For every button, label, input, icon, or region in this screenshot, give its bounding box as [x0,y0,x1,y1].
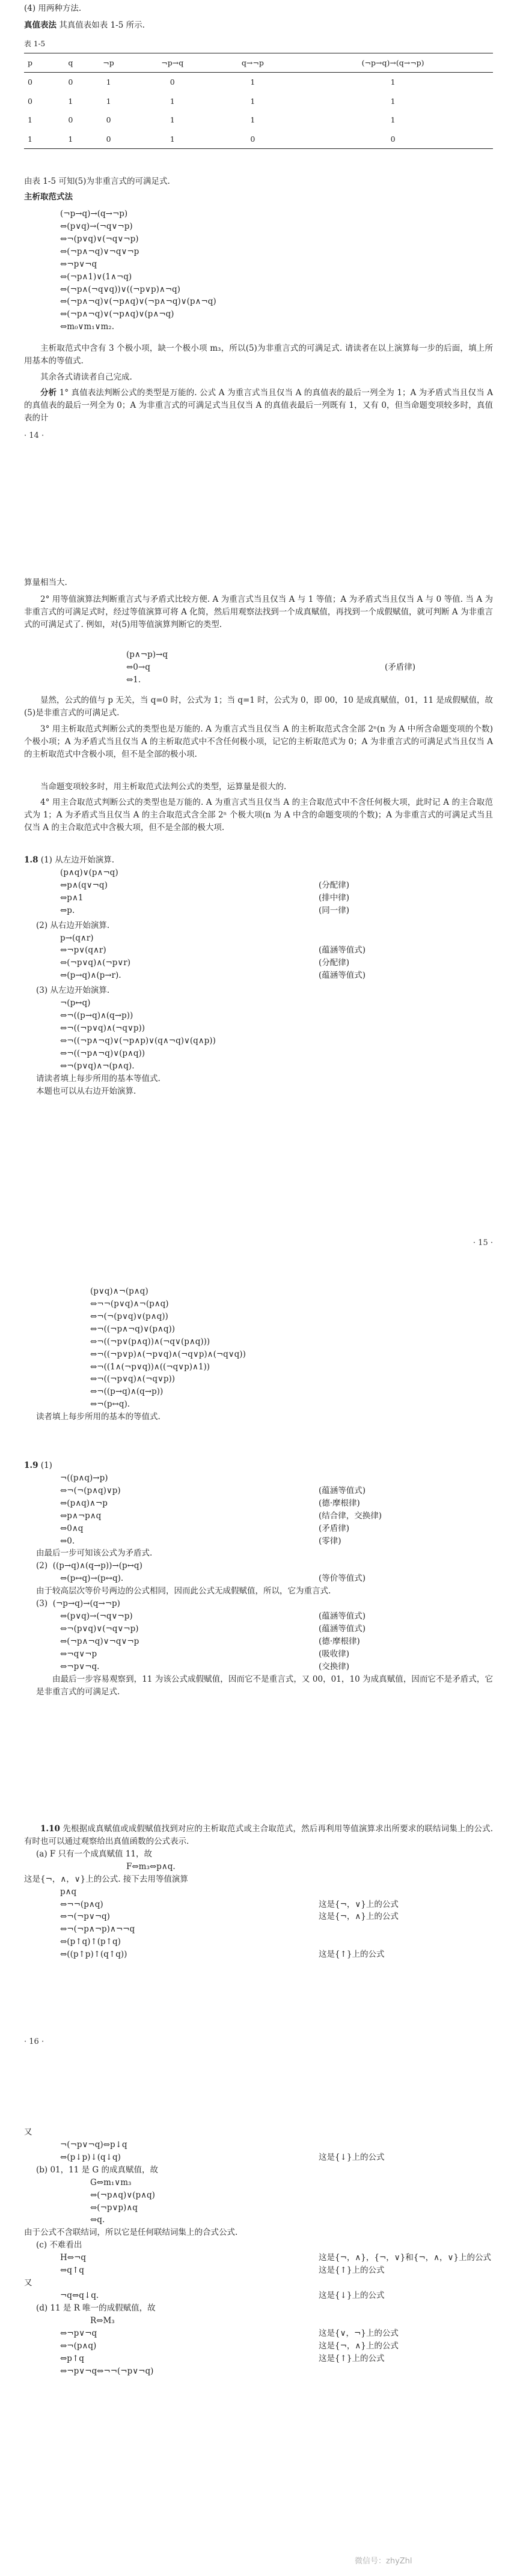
table-cell: 0 [390,134,396,144]
derivation-line: ⇔(¬p∧¬q)∨(¬p∧q)∨(p∧¬q) [60,309,174,320]
derivation-line: ⇔(p∨q)→(¬q∨¬p) [60,1611,133,1622]
derivation-line: ⇔(¬p∨p)∧q [90,2202,138,2213]
derivation-line [36,1598,295,1610]
derivation-line: ¬((p∧q)→p) [60,1473,108,1483]
table-cell: 1 [390,115,396,125]
derivation-row [24,1648,493,1661]
derivation-line: ⇔¬(¬p∧¬p)∧¬¬q [60,1924,135,1935]
watermark: 微信号：zhyZhl [355,2557,412,2566]
derivation-line: ⇔¬((¬p∨(p∧q))∧(¬q∨(p∧q))) [90,1336,210,1347]
truth-table-wrap [24,53,493,149]
derivation-line: G⇔m₁∨m₃ [90,2177,132,2187]
derivation-row [24,1523,493,1535]
method-title: 真值表法 [24,20,57,30]
derivation-line: ⇔¬((1∧(¬p∨q))∧((¬q∨p)∧1)) [90,1362,210,1372]
law-note: (排中律) [319,893,350,903]
analysis-label: 分析 [40,388,57,398]
law-note: (分配律) [319,880,350,890]
exercise-part: (2) 从右边开始演算. [36,920,110,930]
derivation-row [24,1497,493,1510]
table-cell: 0 [250,134,255,144]
table-cell: 0 [68,115,73,125]
exercise-text: 先根据成真赋值或成假赋值找到对应的主析取范式或主合取范式，然后再利用等值演算求出所要求的联结词集上的公式. 有时也可以通过观察给出真值函数的公式表示. [24,1824,494,1846]
paragraph: 2° 用等值演算法判断重言式与矛盾式比较方便. A 为重言式当且仅当 A 与 1 等值；A 为矛盾式当且仅当 A 与 0 等值. 当 A 为非重言式的可满足式时，经过等值演算可将 A 化简，然后用观察法找到一个成真赋值，再找到一个成假赋值，就可判断 A 为非重言式的可满足式了. 例如，对(5)用等值演算判断它的类型. [24,595,493,629]
derivation-line: ⇔¬((¬p∨q)∧(¬q∨p)) [90,1374,176,1384]
derivation-line: ⇔p↑q [60,2353,84,2363]
table-row [24,92,493,111]
derivation-line: ⇔0→q [126,662,150,672]
exercise-head [24,854,493,867]
table-header: q [68,58,73,67]
derivation-line: ¬(¬p∨¬q)⇔p↓q [60,2139,127,2150]
exercise-label: 1.8 [24,855,38,865]
derivation-line: ⇔¬((p→q)∧(q→p)) [90,1387,164,1397]
derivation-line: ⇔¬((¬p∧¬q)∨(p∧q)) [90,1324,176,1334]
derivation-line: ⇔p∧1 [60,893,84,903]
table-cell: 1 [28,134,32,144]
derivation-line: (¬p→q)→(q→¬p) [60,209,128,219]
derivation-line: ⇔¬¬(p∧q) [60,1899,103,1909]
paragraph: 由于较高层次等价号两边的公式相同，因而此公式无成假赋值，所以，它为重言式. [36,1586,331,1596]
paragraph: 由于公式不含联结词，所以它是任何联结词集上的合式公式. [24,2228,238,2238]
exercise-label: 1.10 [40,1824,60,1834]
law-note: (零律) [319,1536,341,1546]
derivation-row [24,661,493,674]
derivation-line: ⇔(p∨q)→(¬q∨¬p) [60,221,133,231]
exercise-part: (3) [36,1599,48,1609]
table-cell: 1 [28,115,32,125]
continued-derivation [24,1285,493,1423]
law-note: (德·摩根律) [319,1636,360,1646]
derivation-line: ⇔¬((¬p∧¬q)∨(¬p∧p)∨(q∧¬q)∨(q∧p)) [60,1035,216,1046]
derivation-line: ⇔¬p∨¬q. [60,1661,100,1671]
law-note: (矛盾律) [385,662,416,672]
table-row [24,73,493,92]
paragraph: 其余各式请读者自己完成. [40,372,132,382]
derivation-line: ⇔p∧(q∨¬q) [60,880,108,890]
exercise-part: (2) [36,1561,48,1571]
derivation-line: ⇔m₀∨m₁∨m₂. [60,322,115,332]
derivation-row [24,1510,493,1523]
law-note: 这是{↑}上的公式 [319,1950,385,1960]
table-cell: 1 [250,115,255,125]
derivation-line: ⇔(¬p∧¬q)∨¬q∨¬p [60,246,139,256]
law-note: (同一律) [319,905,350,915]
table-cell: 0 [28,96,32,106]
derivation-line: ⇔((p↑p)↑(q↑q)) [60,1950,127,1960]
derivation-line: ⇔(p→q)∧(p→r). [60,971,121,981]
analysis-paragraph [24,387,493,425]
derivation-line: (p∨q)∧¬(p∧q) [90,1286,148,1296]
pdnf-derivation [24,208,493,333]
derivation-row [24,1923,493,1936]
paragraph: 当命题变项较多时，用主析取范式法判公式的类型，运算量是很大的. [40,782,287,792]
derivation-line: ⇔(¬p∧(¬q∨q))∨((¬p∨p)∧¬q) [60,284,180,294]
exercise-part: (1) [40,1461,52,1470]
derivation-row [24,2252,493,2264]
derivation-row [24,1899,493,1911]
law-note: (蕴涵等值式) [319,971,366,981]
derivation-line: (¬p→q)→(q→¬p) [52,1599,120,1609]
derivation-line: ⇔q↑q [60,2265,84,2276]
derivation-row [24,2151,493,2164]
page4-content [24,2126,493,2377]
table-cell: 1 [68,96,73,106]
table-cell: 1 [170,96,175,106]
table-header: ¬p→q [161,58,184,67]
eq-block [24,649,493,686]
table-caption: 表 1-5 [24,40,46,48]
derivation-line: ⇔¬p∨¬q [60,2328,97,2338]
derivation-row [24,1948,493,1961]
derivation-line: ⇔(¬p∧¬q)∨¬q∨¬p [60,1636,139,1646]
exercise-head [24,1823,493,1848]
paragraph: 又 [24,2278,32,2288]
table-cell: 1 [68,134,73,144]
derivation-line: H⇔¬q [60,2253,87,2263]
derivation-line: ⇔p. [60,905,75,915]
derivation-row [24,2365,493,2378]
law-note: (分配律) [319,958,350,968]
derivation-line: ⇔¬(p∧q) [60,2341,97,2351]
derivation-line: ¬q⇔q↓q. [60,2290,99,2300]
law-note: 这是{↑}上的公式 [319,2265,385,2276]
truth-table [24,53,493,149]
derivation-row [24,1598,493,1610]
paragraph: 由最后一步容易观察到，11 为该公式成假赋值，因而它不是重言式，又 00，01，10 为成真赋值，因而它不是矛盾式，它是非重言式的可满足式. [36,1674,493,1697]
derivation-line: ⇔0∧q [60,1523,84,1533]
derivation-row [24,879,493,892]
table-cell: 1 [170,115,175,125]
derivation-row [24,1485,493,1497]
derivation-row [24,969,493,982]
derivation-line: ⇔¬(¬(p∧q)∨p) [60,1485,121,1496]
derivation-line: ⇔¬(¬(p∨q)∨(p∧q)) [90,1311,168,1321]
table-row [24,130,493,149]
derivation-line: ⇔¬((p→q)∧(q→p)) [60,1011,133,1021]
derivation-line: (p∧¬p)→q [126,650,168,659]
derivation-line: R⇔M₃ [90,2315,115,2326]
table-cell: 0 [106,134,111,144]
derivation-row [24,2327,493,2340]
law-note: (蕴涵等值式) [319,1611,366,1622]
table-header: ¬p [103,58,114,67]
derivation-line: ((p→q)∧(q→p))→(p↔q) [52,1561,142,1571]
exercise-part: (c) 不难看出 [36,2240,82,2250]
derivation-line: ⇔¬(¬p∨¬q) [60,1912,110,1922]
table-cell: 1 [170,134,175,144]
derivation-row [24,1936,493,1948]
pdnf-title: 主析取范式法 [24,192,73,202]
page-number: · 15 · [473,1238,493,1247]
derivation-row [24,1886,493,1899]
law-note: 这是{↓}上的公式 [319,2290,385,2300]
law-note: (蕴涵等值式) [319,945,366,956]
derivation-line: p→(q∧r) [60,933,94,943]
law-note: 这是{↑}上的公式 [319,2353,385,2363]
derivation-line: ⇔¬p∨¬q⇔¬¬(¬p∨¬q) [60,2366,154,2376]
table-cell: 1 [250,77,255,87]
exercise-head [24,1459,493,1472]
derivation-row [24,1535,493,1548]
exercise-part: (d) 11 是 R 唯一的成假赋值，故 [36,2303,156,2313]
derivation-line: p∧q [60,1887,77,1897]
derivation-line: ⇔(¬p∧q)∨(p∧q) [90,2190,155,2200]
derivation-line: ⇔¬(p↔q). [90,1399,130,1410]
exercise-part: (a) F 只有一个成真赋值 11，故 [36,1849,153,1859]
derivation-line: ⇔¬(p∨q)∧¬(p∧q). [60,1061,135,1071]
law-note: (矛盾律) [319,1523,350,1533]
derivation-row [24,1911,493,1923]
derivation-line: ⇔¬p∨(q∧r) [60,945,106,956]
after-table: 由表 1-5 可知(5)为非重言式的可满足式. [24,177,170,186]
paragraph: 本题也可以从右边开始演算. [36,1086,136,1096]
law-note: 这是{¬，∨}上的公式 [319,1899,399,1909]
page-number: · 16 · [24,2037,44,2046]
paragraph: 又 [24,2127,32,2137]
paragraph: 请读者填上每步所用的基本等值式. [36,1073,161,1083]
top-note: (4) 用两种方法. [24,4,82,13]
law-note: 这是{∨，¬}上的公式 [319,2328,399,2338]
derivation-line: ⇔¬((¬p∨p)∧(¬p∨q)∧(¬q∨p)∧(¬q∨q)) [90,1349,246,1359]
derivation-row [24,944,493,957]
derivation-line: F⇔m₃⇔p∧q. [126,1861,176,1871]
law-note: (交换律) [319,1661,350,1671]
derivation-line: ⇔¬¬(p∨q)∧¬(p∧q) [90,1299,169,1309]
derivation-row [24,1610,493,1623]
table-cell: 1 [106,96,111,106]
law-note: 这是{↓}上的公式 [319,2152,385,2162]
derivation-row [24,2340,493,2353]
law-note: (等价等值式) [319,1574,366,1584]
derivation-line: ⇔q. [90,2215,105,2225]
exercise-part: (b) 01，11 是 G 的成真赋值，故 [36,2165,158,2175]
derivation-line: ⇔(p↓p)↓(q↓q) [60,2152,121,2162]
table-cell: 0 [106,115,111,125]
derivation-line: ⇔¬((¬p∧¬q)∨(p∧q)) [60,1048,145,1058]
law-note: 这是{¬，∧}上的公式 [319,2341,399,2351]
derivation-row [24,1635,493,1648]
derivation-line: ⇔¬(p∨q)∨(¬q∨¬p) [60,234,139,244]
method-line [24,19,493,32]
table-header: (¬p→q)→(q→¬p) [361,58,424,67]
law-note: 这是{¬，∧}上的公式 [319,1912,399,1922]
derivation-row [24,932,493,945]
derivation-line: ⇔¬q∨¬p [60,1649,97,1659]
paragraph: 4° 用主合取范式判断公式的类型也是万能的. A 为重言式当且仅当 A 的主合取范式中不含任何极大项，此时记 A 的主合取范式为 1；A 为矛盾式当且仅当 A 的主合取范式含全部 2ⁿ 个极大项(n 为 A 中含的命题变项的个数)；A 为非重言式的可满足式当且仅当 A 的主合取范式中含极大项，但不是全部的极大项. [24,798,493,832]
law-note: 这是{¬，∧}，{¬，∨}和{¬，∧，∨}上的公式 [319,2253,491,2263]
exercise-1-8 [24,854,493,1098]
law-note: (蕴涵等值式) [319,1623,366,1634]
derivation-line: ⇔¬((¬p∨q)∧(¬q∨p)) [60,1023,145,1033]
law-note: (吸收律) [319,1649,350,1659]
table-cell: 1 [106,77,111,87]
derivation-line: ⇔(p↑q)↑(p↑q) [60,1937,121,1947]
paragraph: 由最后一步可知该公式为矛盾式. [36,1548,153,1559]
derivation-row [24,2264,493,2277]
derivation-line: ⇔0. [60,1536,75,1546]
derivation-line: ⇔1. [126,674,141,685]
derivation-row [24,2139,493,2151]
derivation-line: ⇔(p↔q)→(p↔q). [60,1574,124,1584]
derivation-line: (p∧q)∨(p∧¬q) [60,867,118,877]
derivation-row [24,867,493,879]
table-header: q→¬p [241,58,264,67]
table-cell: 1 [390,77,396,87]
derivation-row [24,2353,493,2365]
derivation-line: ⇔(p∧q)∧¬p [60,1498,108,1508]
derivation-line: ⇔p∧¬p∧q [60,1511,102,1521]
paragraph: 算量相当大. [24,578,67,587]
law-note: (蕴涵等值式) [319,1485,366,1496]
table-cell: 0 [68,77,73,87]
paragraph: 主析取范式中含有 3 个极小项，缺一个极小项 m₃，所以(5)为非重言式的可满足式. 请读者在以上演算每一步的后面，填上所用基本的等值式. [24,344,493,366]
derivation-line: ⇔¬(p∨q)∨(¬q∨¬p) [60,1623,139,1634]
paragraph: 3° 用主析取范式判断公式的类型也是万能的. A 为重言式当且仅当 A 的主析取范式含全部 2ⁿ(n 为 A 中所含命题变项的个数)个极小项；A 为矛盾式当且仅当 A 的主析取范式中不含任何极小项，记它的主析取范式为 0；A 为非重言式的可满足式当且仅当 A 的主析取范式中含极小项，但不是全部的极小项. [24,724,493,759]
table-header-row [24,53,493,73]
law-note: (结合律，交换律) [319,1511,382,1521]
derivation-line: ⇔(¬p∧¬q)∨(¬p∧q)∨(¬p∧¬q)∨(p∧¬q) [60,297,216,307]
derivation-row [24,892,493,905]
derivation-line: ⇔(¬p∨q)∧(¬p∨r) [60,958,131,968]
exercise-label: 1.9 [24,1461,38,1470]
method-text: 其真值表如表 1-5 所示. [59,20,145,30]
derivation-row [24,905,493,917]
derivation-row [24,957,493,969]
exercise-part: (3) 从左边开始演算. [36,986,110,996]
derivation-line [36,1560,295,1572]
derivation-line: ⇔(¬p∧1)∨(1∧¬q) [60,271,132,282]
page-number: · 14 · [24,431,44,440]
derivation-row [24,1623,493,1635]
table-cell: 0 [28,77,32,87]
derivation-line: ¬(p↔q) [60,998,91,1008]
derivation-row [24,1572,493,1585]
derivation-row [24,2290,493,2302]
derivation-row [24,1560,493,1572]
law-note: (德·摩根律) [319,1498,360,1508]
derivation-row [24,1661,493,1673]
derivation-line: ⇔¬p∨¬q [60,259,97,269]
paragraph: 读者填上每步所用的基本的等值式. [36,1412,161,1422]
paragraph: 这是{¬，∧，∨}上的公式. 接下去用等值演算 [24,1874,188,1884]
table-header: p [28,58,33,67]
analysis-text: 1° 真值表法判断公式的类型是万能的. 公式 A 为重言式当且仅当 A 的真值表的最后一列全为 1；A 为矛盾式当且仅当 A 的真值表的最后一列全为 0；A 为非重言式的可满足式当且仅当 A 的真值表最后一列既有 1，又有 0，但当命题变项较多时，真值表的计 [24,388,494,423]
table-row [24,111,493,129]
exercise-1-10 [24,1823,493,1961]
table-cell: 1 [390,96,396,106]
paragraph: 显然，公式的值与 p 无关，当 q=0 时，公式为 1；当 q=1 时，公式为 0，即 00，10 是成真赋值，01，11 是成假赋值，故(5)是非重言式的可满足式. [24,696,493,718]
exercise-1-9 [24,1459,493,1699]
table-cell: 1 [250,96,255,106]
exercise-part: (1) 从左边开始演算. [40,855,115,865]
table-cell: 0 [170,77,175,87]
derivation-row [24,1472,493,1485]
